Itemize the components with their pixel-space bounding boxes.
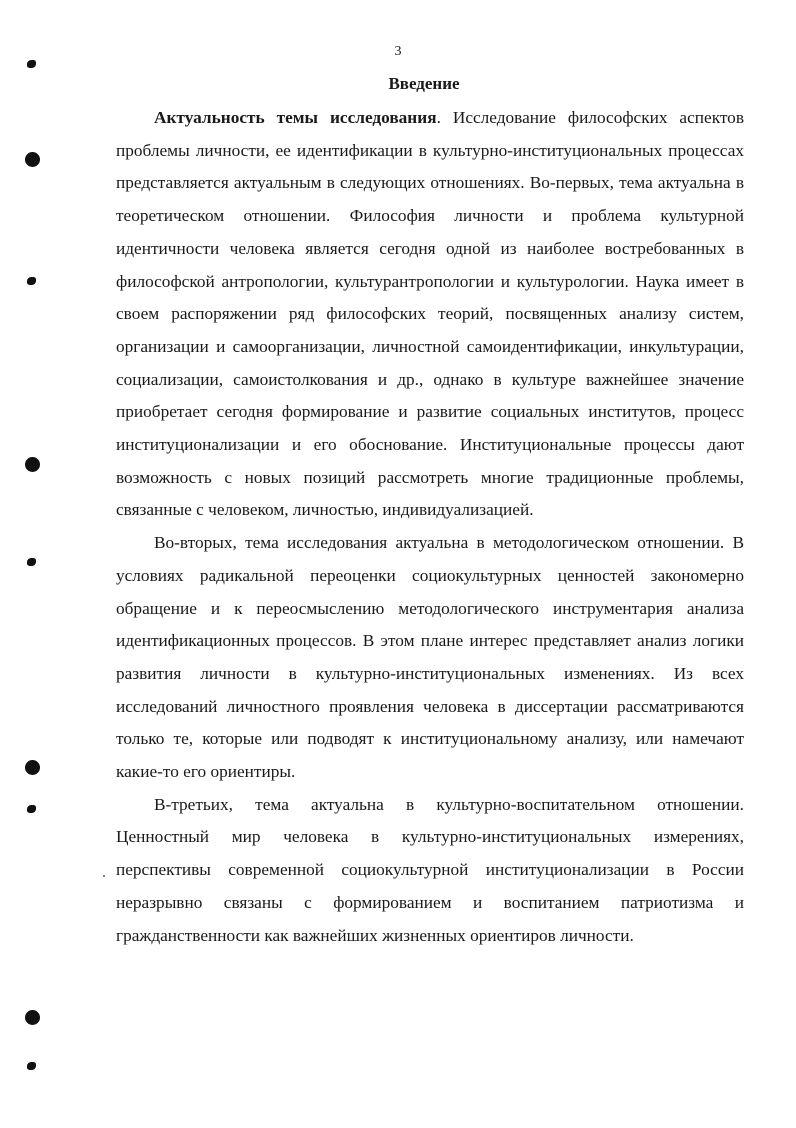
document-body [116,102,744,952]
paragraph-relevance [116,102,744,527]
binder-mark [27,60,36,68]
binder-hole [25,760,40,775]
paragraph-education [116,789,744,953]
page-number: 3 [394,44,402,59]
paragraph-lead: Актуальность темы исследования [154,108,437,127]
binder-hole [25,457,40,472]
binder-hole [25,1010,40,1025]
paragraph-text: В-третьих, тема актуальна в культурно-воспитательном отношении. Ценностный мир человека в культурно-институциональных измерениях, перспективы современной социокультурной институционализации в России неразрывно связаны с формированием и воспитанием патриотизма и гражданственности как важнейших жизненных ориентиров личности. [116,794,744,945]
paragraph-text: . Исследование философских аспектов проблемы личности, ее идентификации в культурно-институциональных процессах представляется актуальным в следующих отношениях. Во-первых, тема актуальна в теоретическом отношении. Философия личности и проблема культурной идентичности человека является сегодня одной из наиболее востребованных в философской антропологии, культурантропологии и культурологии. Наука имеет в своем распоряжении ряд философских теорий, посвященных анализу систем, организации и самоорганизации, личностной самоидентификации, инкультурации, социализации, самоистолкования и др., однако в культуре важнейшее значение приобретает сегодня формирование и развитие социальных институтов, процесс институционализации и его обоснование. Институциональные процессы дают возможность с новых позиций рассмотреть многие традиционные проблемы, связанные с человеком, личностью, индивидуализацией. [116,108,744,520]
paragraph-text: Во-вторых, тема исследования актуальна в методологическом отношении. В условиях радикальной переоценки социокультурных ценностей закономерно обращение и к переосмыслению методологического инструментария анализа идентификационных процессов. В этом плане интерес представляет анализ логики развития личности в культурно-институциональных изменениях. Из всех исследований личностного проявления человека в диссертации рассматриваются только те, которые или подводят к институциональному анализу, или намечают какие-то его ориентиры. [116,533,744,782]
binder-mark [27,277,36,285]
speck-mark [103,875,105,877]
binder-hole [25,152,40,167]
paragraph-methodology [116,527,744,789]
page-title: Введение [388,74,460,93]
binder-mark [27,1062,36,1070]
binder-mark [27,805,36,813]
binder-mark [27,558,36,566]
